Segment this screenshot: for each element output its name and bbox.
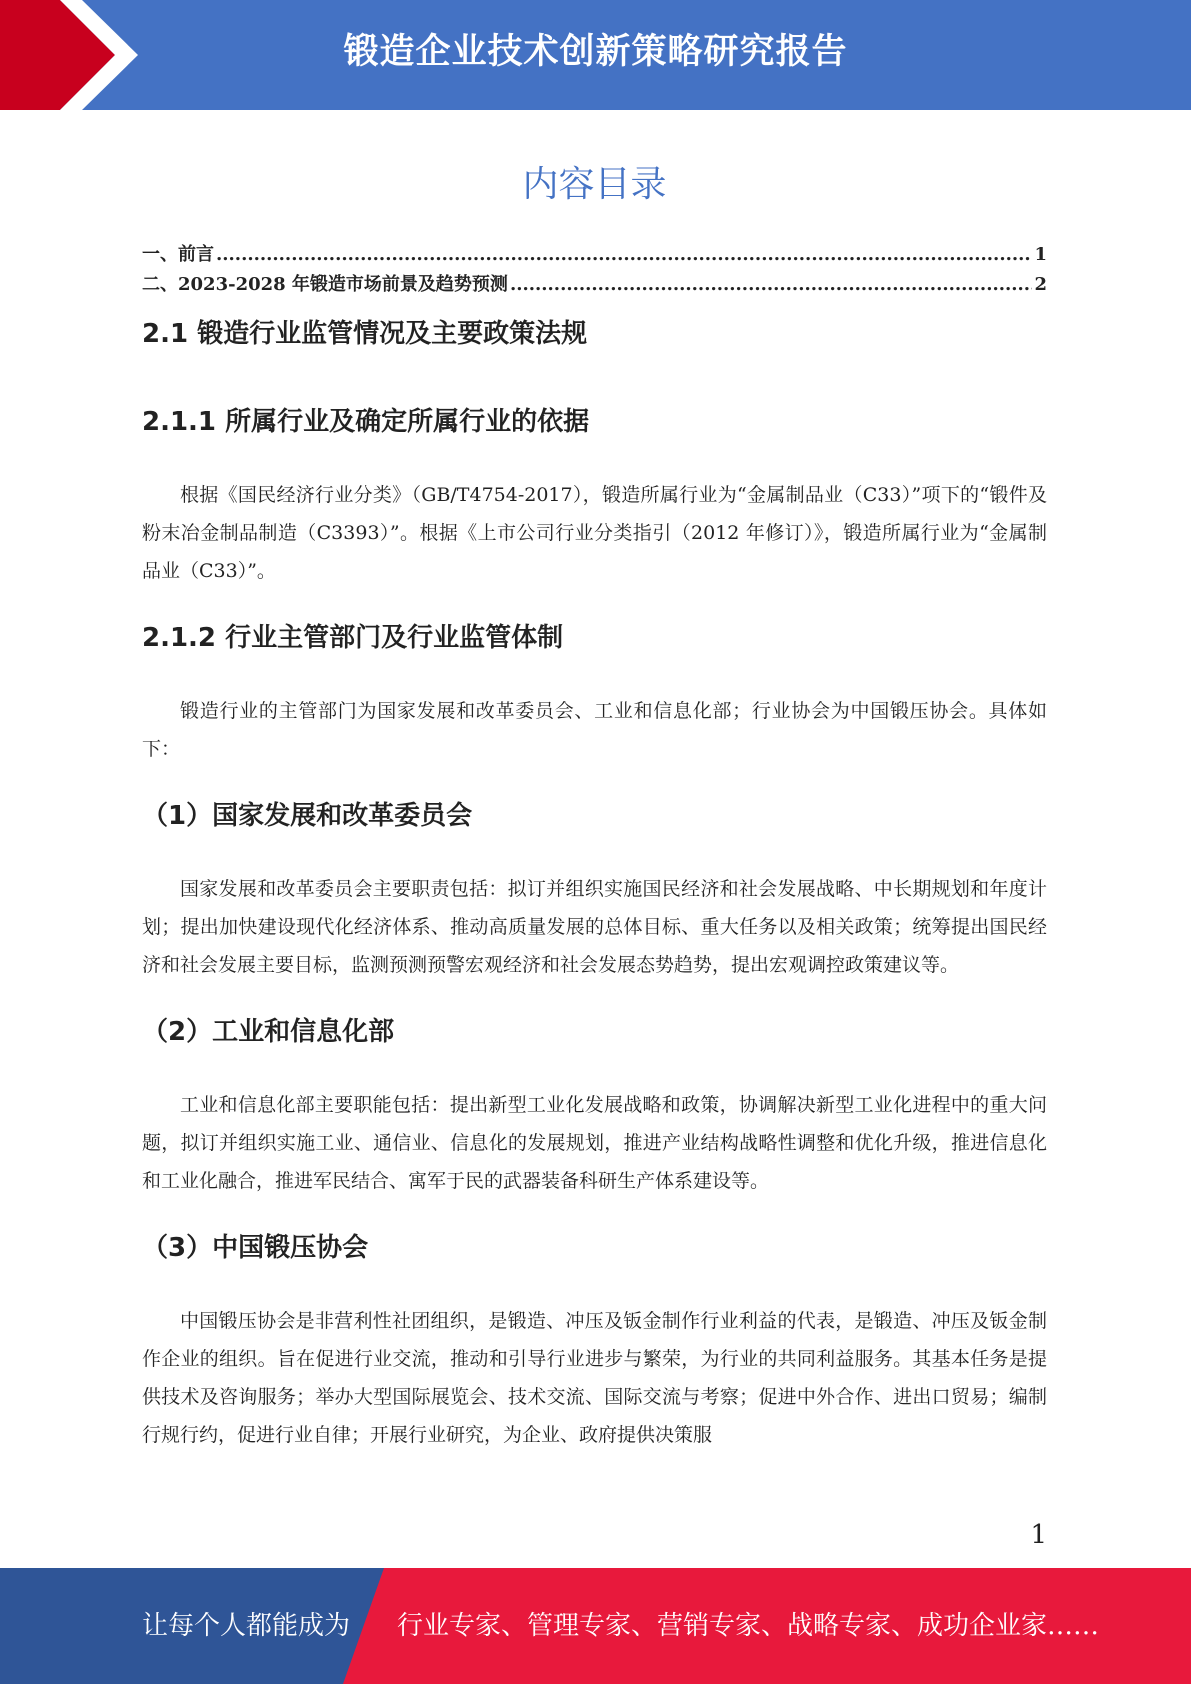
section-paragraph: 中国锻压协会是非营利性社团组织，是锻造、冲压及钣金制作行业利益的代表，是锻造、冲压及钣金制作企业的组织。旨在促进行业交流，推动和引导行业进步与繁荣，为行业的共同利益服务。其基本任务是提供技术及咨询服务；举办大型国际展览会、技术交流、国际交流与考察；促进中外合作、进出口贸易；编制行规行约，促进行业自律；开展行业研究，为企业、政府提供决策服 [142,1310,1047,1446]
toc-entry[interactable] [142,270,1047,300]
section-heading-2-1-1: 2.1.1 所属行业及确定所属行业的依据 [142,407,590,437]
toc-entry[interactable] [142,240,1047,270]
toc-entry-text: 一、前言 [142,244,214,265]
toc-entry-text: 二、2023-2028 年锻造市场前景及趋势预测 [142,274,508,295]
toc-title: 内容目录 [522,164,667,205]
section-heading-2-1-2: 2.1.2 行业主管部门及行业监管体制 [142,623,564,653]
subsection-heading-forging-association: （3）中国锻压协会 [142,1233,369,1263]
section-paragraph: 根据《国民经济行业分类》（GB/T4754-2017），锻造所属行业为“金属制品业（C33）”项下的“锻件及粉末冶金制品制造（C3393）”。根据《上市公司行业分类指引（2012 年修订）》，锻造所属行业为“金属制品业（C33）”。 [142,484,1047,582]
toc-entry-page: 1 [1034,244,1047,265]
toc-leader-dots [216,240,1032,270]
document-body [142,160,1047,1454]
footer-slogan-right: 行业专家、管理专家、营销专家、战略专家、成功企业家…… [397,1611,1100,1641]
header-banner [0,0,1191,110]
subsection-heading-ndrc: （1）国家发展和改革委员会 [142,801,473,831]
section-heading-2-1: 2.1 锻造行业监管情况及主要政策法规 [142,319,588,349]
section-paragraph: 锻造行业的主管部门为国家发展和改革委员会、工业和信息化部；行业协会为中国锻压协会。具体如下： [142,700,1047,760]
report-title: 锻造企业技术创新策略研究报告 [343,32,848,72]
toc-entry-page: 2 [1034,274,1047,295]
toc-leader-dots [510,270,1033,300]
footer-slogan-left: 让每个人都能成为 [142,1611,351,1641]
subsection-heading-miit: （2）工业和信息化部 [142,1017,395,1047]
footer-banner [0,1568,1191,1684]
section-paragraph: 国家发展和改革委员会主要职责包括：拟订并组织实施国民经济和社会发展战略、中长期规划和年度计划；提出加快建设现代化经济体系、推动高质量发展的总体目标、重大任务以及相关政策；统筹提出国民经济和社会发展主要目标，监测预测预警宏观经济和社会发展态势趋势，提出宏观调控政策建议等。 [142,878,1047,976]
page-number: 1 [1030,1520,1047,1550]
section-paragraph: 工业和信息化部主要职能包括：提出新型工业化发展战略和政策，协调解决新型工业化进程中的重大问题，拟订并组织实施工业、通信业、信息化的发展规划，推进产业结构战略性调整和优化升级，推进信息化和工业化融合，推进军民结合、寓军于民的武器装备科研生产体系建设等。 [142,1094,1047,1192]
